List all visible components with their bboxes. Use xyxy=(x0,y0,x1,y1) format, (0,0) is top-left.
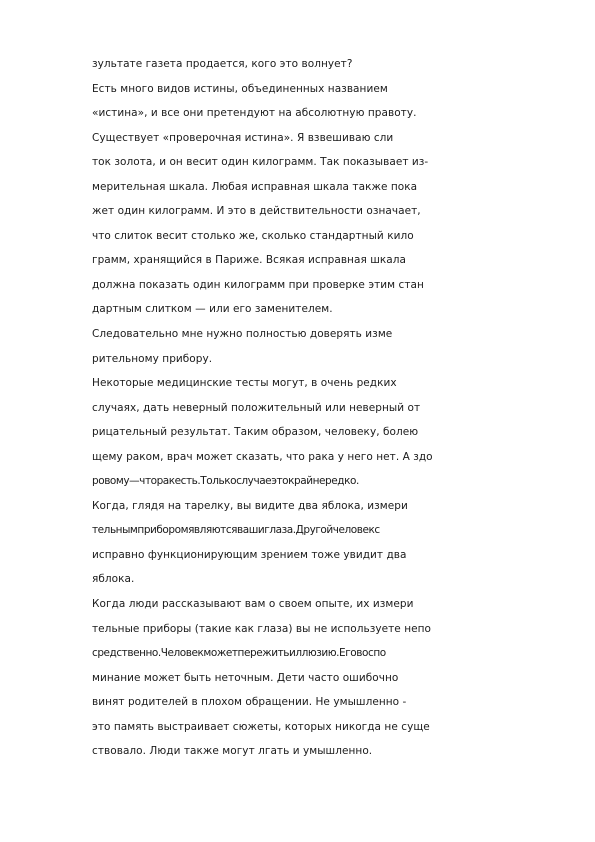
text-line: «истина», и все они претендуют на абсолютную правоту. xyxy=(92,107,417,120)
text-line: что слиток весит столько же, сколько стандартный кило xyxy=(92,229,414,242)
text-line: жет один килограмм. И это в действительности означает, xyxy=(92,205,421,218)
text-line: яблока. xyxy=(92,573,135,586)
text-line: случаях, дать неверный положительный или неверный от xyxy=(92,401,421,414)
text-line: дартным слитком — или его заменителем. xyxy=(92,303,333,316)
text-line: Есть много видов истины, объединенных названием xyxy=(92,82,388,95)
text-line: исправно функционирующим зрением тоже увидит два xyxy=(92,548,407,561)
text-line: мерительная шкала. Любая исправная шкала также пока xyxy=(92,180,418,193)
text-line: зультате газета продается, кого это волнует? xyxy=(92,58,353,70)
text-line: Некоторые медицинские тесты могут, в очень редких xyxy=(92,377,397,390)
text-line: Когда, глядя на тарелку, вы видите два яблока, измери xyxy=(92,499,408,512)
text-line: минание может быть неточным. Дети часто ошибочно xyxy=(92,671,399,684)
text-line: ствовало. Люди также могут лгать и умышленно. xyxy=(92,745,373,758)
text-line: должна показать один килограмм при проверке этим стан xyxy=(92,278,424,291)
text-line: это память выстраивает сюжеты, которых никогда не суще xyxy=(92,720,430,733)
text-line: Когда люди рассказывают вам о своем опыте, их измери xyxy=(92,598,414,611)
text-line: рительному прибору. xyxy=(92,352,213,365)
text-line: щему раком, врач может сказать, что рака у него нет. А здо xyxy=(92,450,433,463)
text-line: винят родителей в плохом обращении. Не умышленно - xyxy=(92,696,407,709)
body-text xyxy=(92,52,532,764)
text-line: тельнымприборомявляютсявашиглаза.Другойчеловекс xyxy=(92,524,380,537)
text-line: тельные приборы (такие как глаза) вы не используете непо xyxy=(92,622,432,635)
text-line: ровому—чторакесть.Толькослучаеэтокрайнередко. xyxy=(92,475,359,488)
text-line: ток золота, и он весит один килограмм. Так показывает из- xyxy=(92,156,429,169)
text-line: Следовательно мне нужно полностью доверять изме xyxy=(92,328,393,341)
text-line: средственно.Человекможетпережитьиллюзию.Еговоспо xyxy=(92,647,386,660)
text-line: Существует «проверочная истина». Я взвешиваю сли xyxy=(92,131,394,144)
text-line: грамм, хранящийся в Париже. Всякая исправная шкала xyxy=(92,254,406,267)
text-line: рицательный результат. Таким образом, человеку, болею xyxy=(92,426,419,439)
